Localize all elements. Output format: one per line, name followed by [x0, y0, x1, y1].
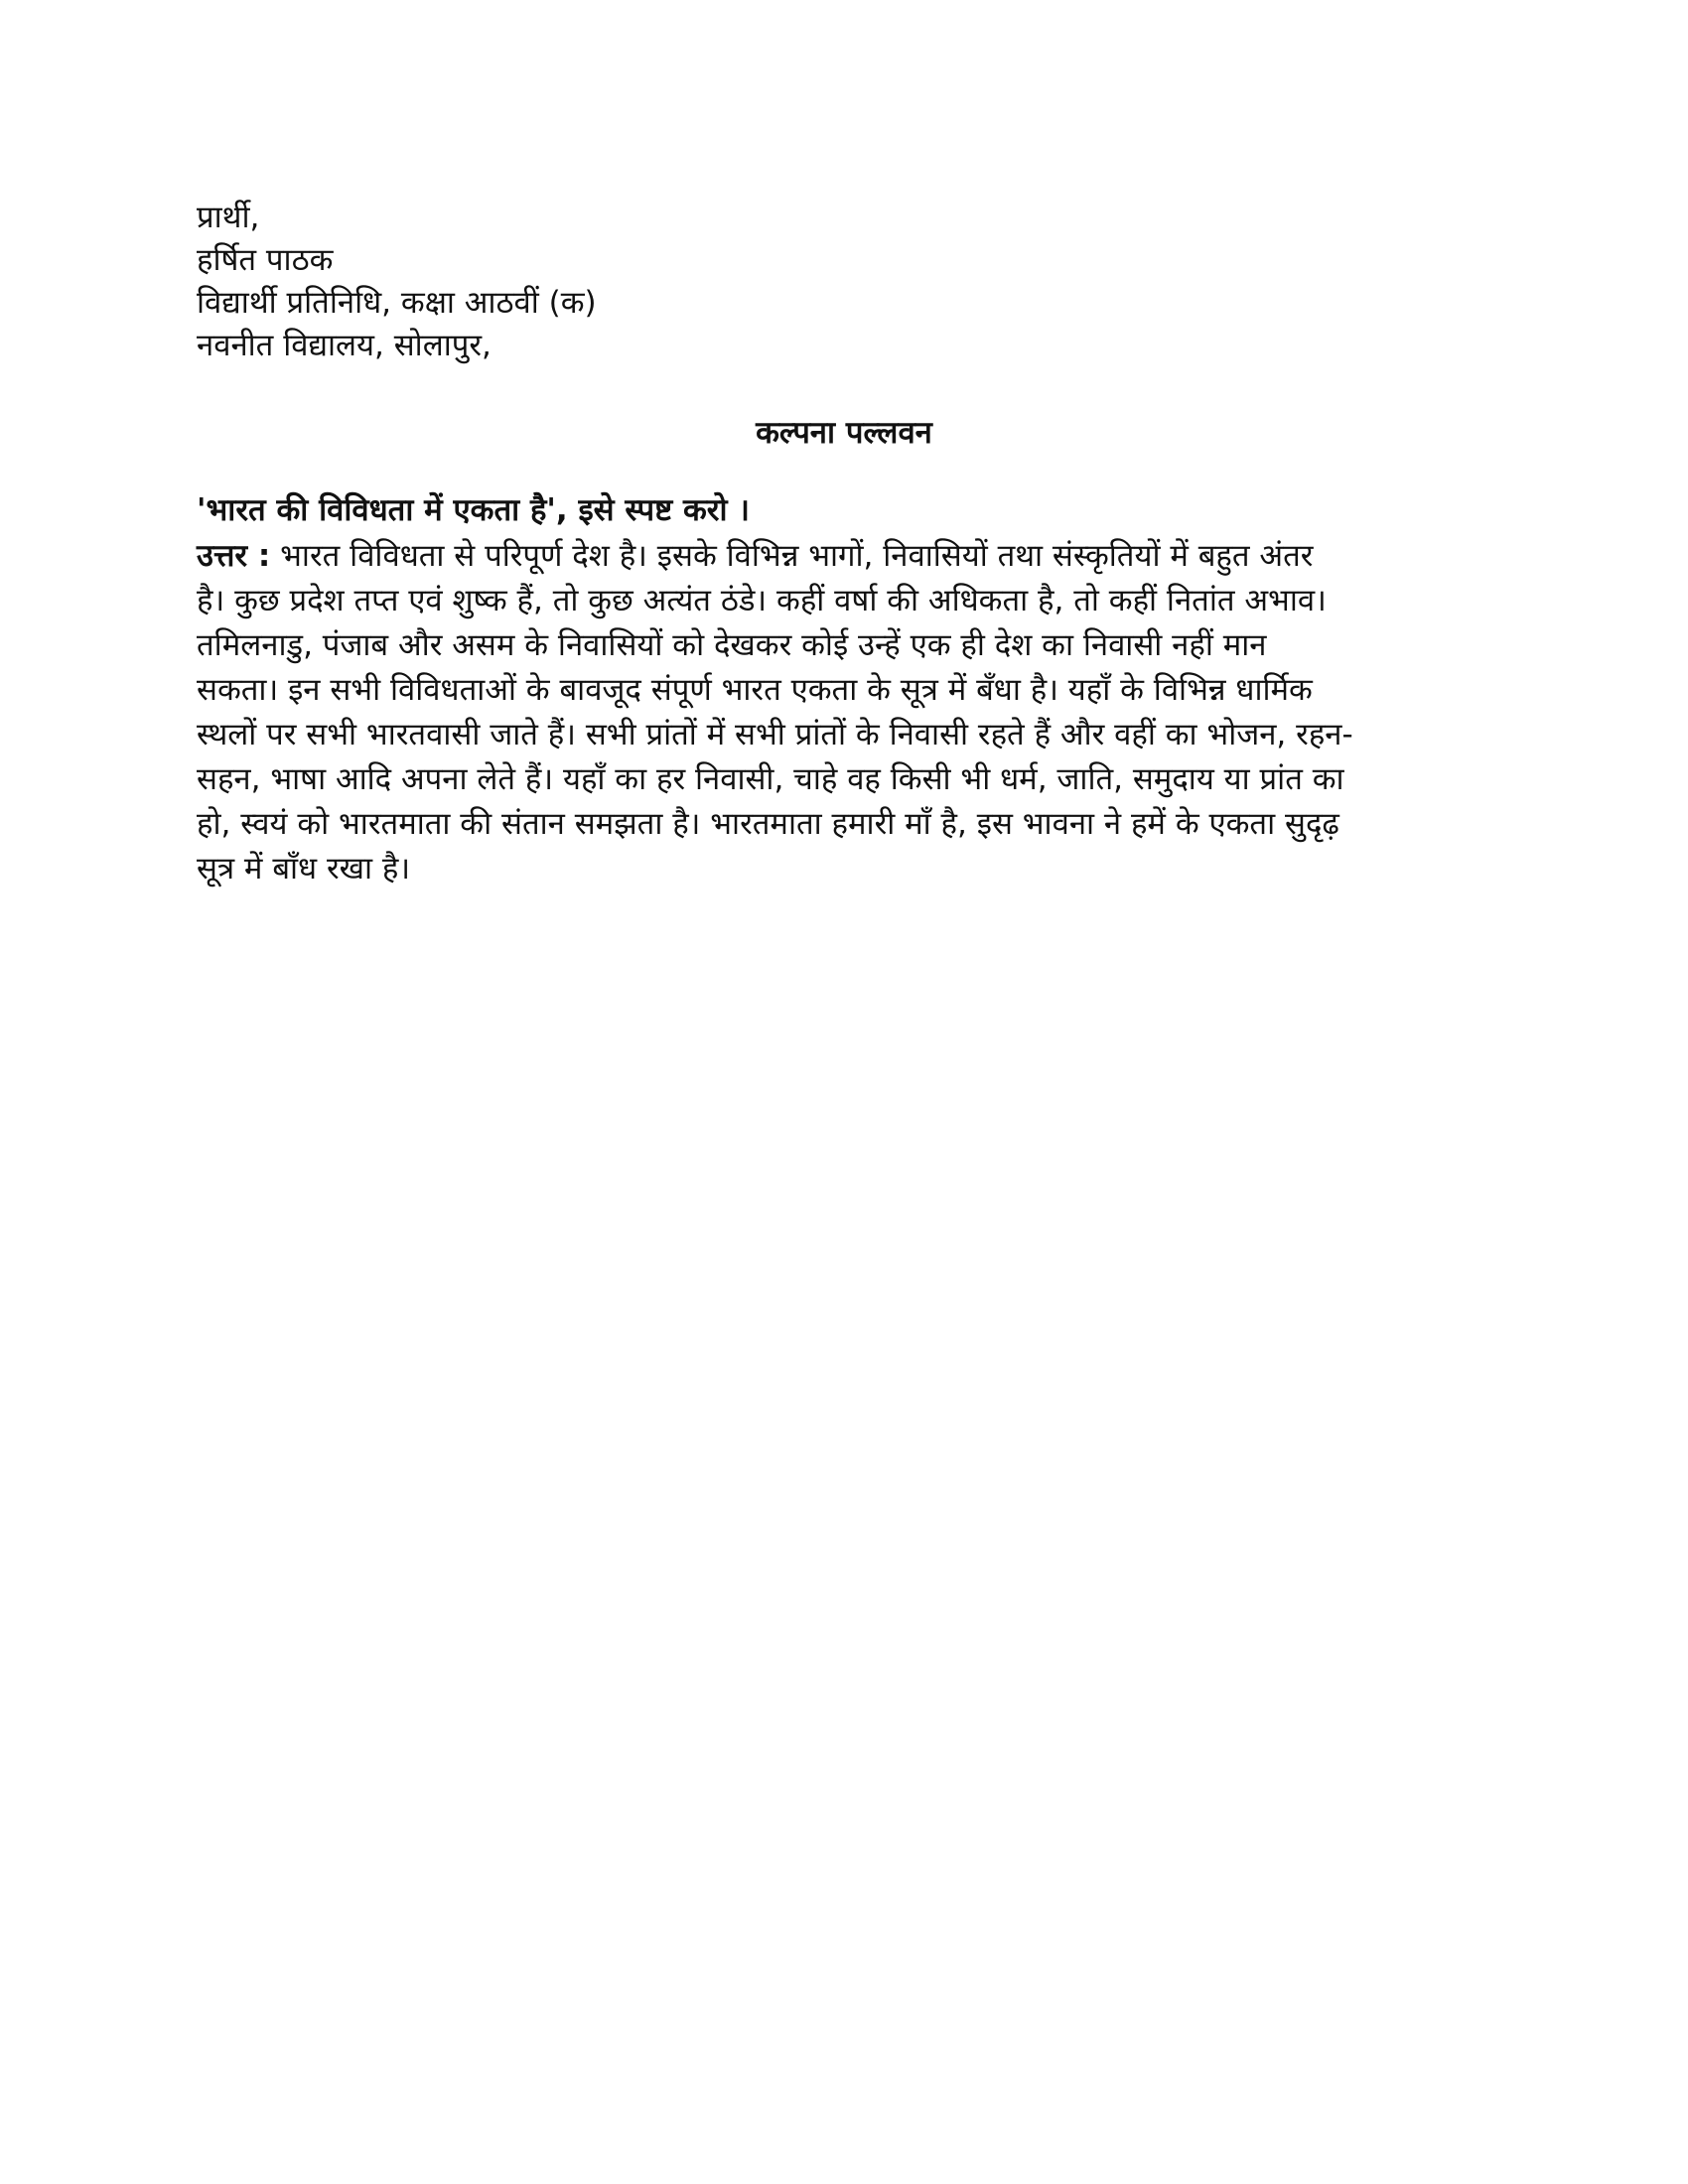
answer-text: भारत विविधता से परिपूर्ण देश है। इसके विभिन्न भागों, निवासियों तथा संस्कृतियों में बहुत अंतर: [270, 538, 1314, 574]
section-heading: कल्पना पल्लवन: [756, 415, 932, 451]
answer-label: उत्तर :: [197, 538, 271, 574]
answer-line: सकता। इन सभी विविधताओं के बावजूद संपूर्ण भारत एकता के सूत्र में बँधा है। यहाँ के विभिन्न धार्मिक: [197, 672, 1313, 708]
answer-line: सहन, भाषा आदि अपना लेते हैं। यहाँ का हर निवासी, चाहे वह किसी भी धर्म, जाति, समुदाय या प्रांत का: [197, 761, 1344, 797]
answer-paragraph: [197, 534, 1497, 891]
answer-line: स्थलों पर सभी भारतवासी जाते हैं। सभी प्रांतों में सभी प्रांतों के निवासी रहते हैं और वहीं का भोजन, रहन-: [197, 717, 1353, 752]
sender-address-block: [197, 197, 1090, 367]
answer-line: है। कुछ प्रदेश तप्त एवं शुष्क हैं, तो कुछ अत्यंत ठंडे। कहीं वर्षा की अधिकता है, तो कहीं नितांत अभाव।: [197, 583, 1327, 618]
sender-school: नवनीत विद्यालय, सोलापुर,: [197, 328, 492, 363]
question-text: 'भारत की विविधता में एकता है', इसे स्पष्ट करो ।: [197, 492, 751, 528]
sender-designation: विद्यार्थी प्रतिनिधि, कक्षा आठवीं (क): [197, 285, 597, 321]
answer-line: हो, स्वयं को भारतमाता की संतान समझता है। भारतमाता हमारी माँ है, इस भावना ने हमें के एकता सुदृढ़: [197, 806, 1339, 842]
answer-line: सूत्र में बाँध रखा है।: [197, 851, 411, 887]
answer-line: [197, 534, 1497, 579]
sender-salutation: प्रार्थी,: [197, 200, 260, 235]
sender-name: हर्षित पाठक: [197, 242, 334, 278]
answer-line: तमिलनाडु, पंजाब और असम के निवासियों को देखकर कोई उन्हें एक ही देश का निवासी नहीं मान: [197, 627, 1267, 663]
